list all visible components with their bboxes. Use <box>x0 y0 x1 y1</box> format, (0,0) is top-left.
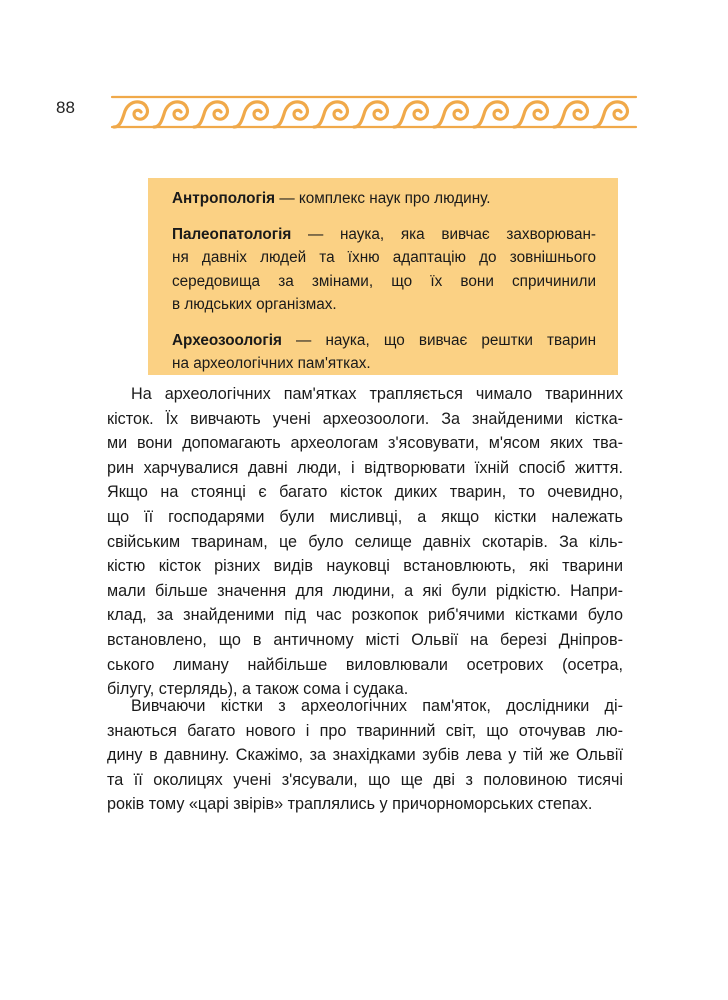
definition-line <box>172 187 596 211</box>
definitions-box <box>148 178 618 375</box>
paragraph-line: На археологічних пам'ятках трапляється чимало тваринних <box>131 385 623 403</box>
definition-term: Палеопатологія <box>172 225 292 243</box>
paragraph-line: ми вони допомагають археологам з'ясовувати, м'ясом яких тва- <box>107 434 623 453</box>
paragraph-line: рин харчувалися давні люди, і відтворювати їхній спосіб життя. <box>107 458 623 477</box>
definition-line: ня давніх людей та їхню адаптацію до зовнішнього <box>172 249 596 266</box>
paragraph-line: років тому «царі звірів» траплялись у причорноморських степах. <box>107 795 593 814</box>
ornament-wave <box>594 102 627 127</box>
ornament-wave <box>314 102 347 127</box>
definition-term: Антропологія <box>172 190 276 207</box>
ornament-wave <box>554 102 587 127</box>
paragraph-line: встановлено, що в античному місті Ольвії на березі Дніпров- <box>107 630 623 649</box>
paragraph-line: кістю кісток різних видів науковці встановлюють, які тварини <box>107 557 623 576</box>
definition-line <box>172 223 596 247</box>
paragraph-line: Вивчаючи кістки з археологічних пам'яток, дослідники ді- <box>131 697 623 715</box>
paragraph-line: ського лиману найбільше виловлювали осетрових (осетра, <box>107 655 623 674</box>
paragraph-line: білугу, стерлядь), а також сома і судака. <box>107 680 409 699</box>
definition-line <box>172 329 596 353</box>
definition-line: середовища за змінами, що їх вони спричинили <box>172 272 596 290</box>
paragraph-line: мали більше значення для людини, а які були рідкістю. Напри- <box>107 581 623 600</box>
paragraph-line: Якщо на стоянці є багато кісток диких тварин, то очевидно, <box>107 483 623 502</box>
wave-ornament <box>110 94 638 130</box>
ornament-wave <box>354 102 387 127</box>
paragraph-line: та її околицях учені з'ясували, що ще дві з половиною тисячі <box>107 770 623 789</box>
definition-archaeozoology <box>172 329 596 376</box>
paragraph-line: дину в давнину. Скажімо, за знахідками зубів лева у тій же Ольвії <box>107 746 623 765</box>
page-number: 88 <box>56 98 75 117</box>
definition-anthropology <box>172 187 596 211</box>
body-paragraph-1 <box>107 382 623 702</box>
definition-term: Археозоологія <box>172 331 282 349</box>
paragraph-line: свійським тваринам, це було селище давніх скотарів. За кіль- <box>107 532 623 551</box>
ornament-wave <box>474 102 507 127</box>
definition-text: — наука, яка вивчає захворюван- <box>307 225 597 243</box>
definition-text: — комплекс наук про людину. <box>279 190 491 207</box>
definition-paleopathology <box>172 223 596 317</box>
ornament-wave <box>194 102 227 127</box>
definition-line: на археологічних пам'ятках. <box>172 355 371 372</box>
body-paragraph-2 <box>107 694 623 817</box>
ornament-wave <box>514 102 547 127</box>
ornament-wave <box>154 102 187 127</box>
ornament-wave <box>234 102 267 127</box>
ornament-wave <box>434 102 467 127</box>
ornament-wave <box>274 102 307 127</box>
paragraph-line: клад, за знайденими під час розкопок риб'ячими кістками було <box>107 606 623 625</box>
ornament-wave <box>114 102 147 127</box>
paragraph-line: що її господарями були мисливці, а якщо кістки належать <box>107 507 623 526</box>
paragraph-line: знаються багато нового і про тваринний світ, що оточував лю- <box>107 721 623 740</box>
definition-line: в людських організмах. <box>172 296 337 313</box>
definition-text: — наука, що вивчає рештки тварин <box>296 331 597 349</box>
paragraph-line: кісток. Їх вивчають учені археозоологи. За знайденими кістка- <box>107 409 623 428</box>
ornament-wave <box>394 102 427 127</box>
